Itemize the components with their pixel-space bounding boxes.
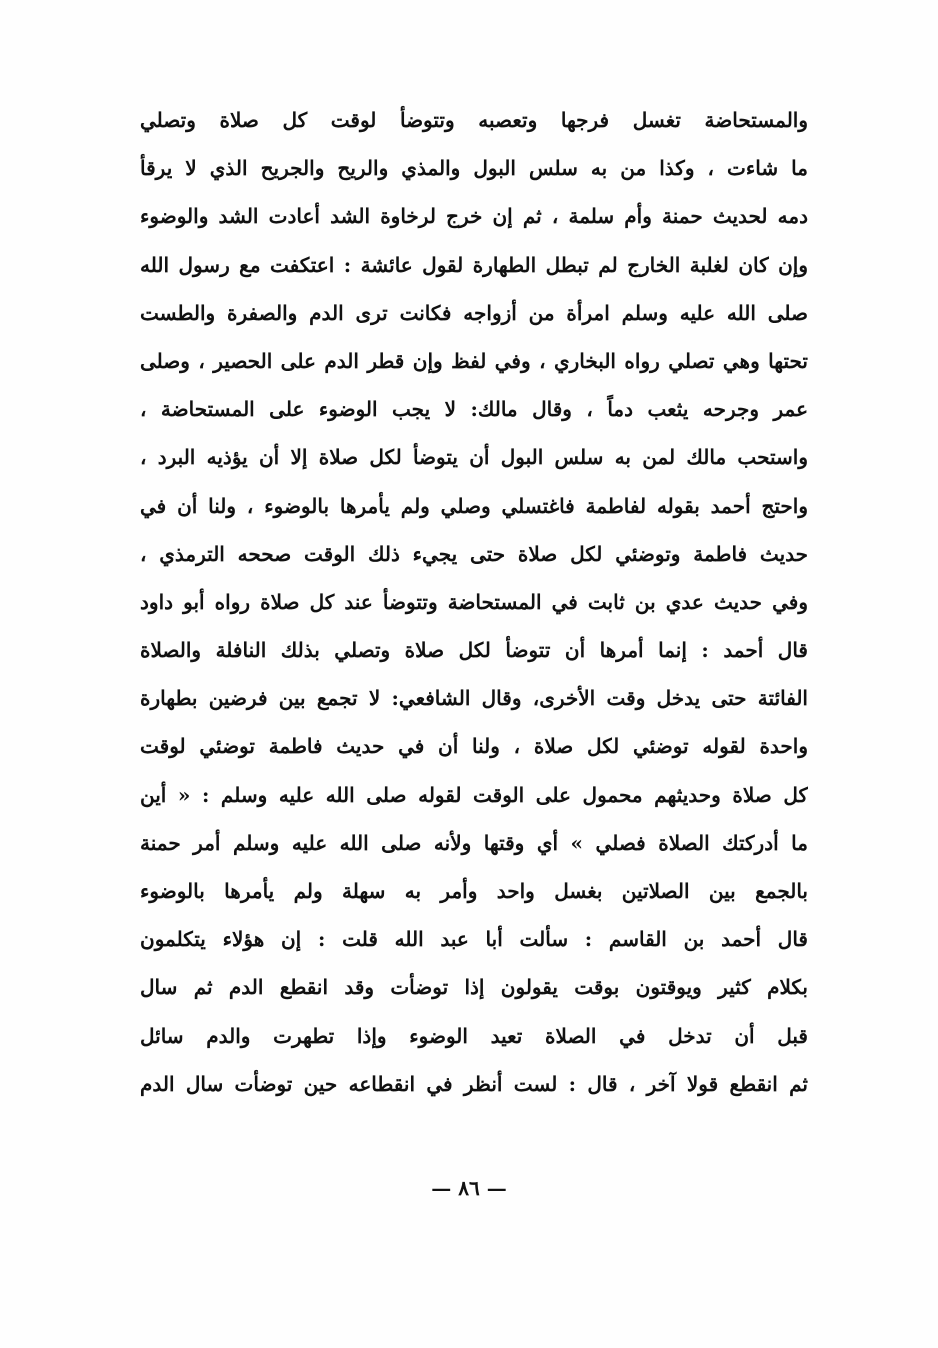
text-line: كل صلاة وحديثهم محمول على الوقت لقوله صلى الله عليه وسلم : « أين [140, 782, 808, 807]
body-text [140, 96, 808, 1108]
text-line: الفائتة حتى يدخل وقت الأخرى، وقال الشافعي: لا تجمع بين فرضين بطهارة [140, 686, 808, 711]
text-line: ثم انقطع قولا آخر ، قال : لست أنظر في انقطاعه حين توضأت سال الدم [140, 1071, 808, 1096]
text-line: والمستحاضة تغسل فرجها وتعصبه وتتوضأ لوقت كل صلاة وتصلي [140, 108, 808, 132]
text-line: بكلام كثير ويوقتون بوقت يقولون إذا توضأت وقد انقطع الدم ثم سال [140, 975, 808, 1000]
text-line: واحدة لقوله توضئي لكل صلاة ، ولنا أن في حديث فاطمة توضئي لوقت [140, 734, 808, 759]
text-line: ما أدركتك الصلاة فصلي » أي وقتها ولأنه صلى الله عليه وسلم أمر حمنة [140, 830, 808, 855]
text-line: قال أحمد : إنما أمرها أن تتوضأ لكل صلاة وتصلي بذلك النافلة والصلاة [140, 638, 808, 663]
text-line: دمه لحديث حمنة وأم سلمة ، ثم إن خرج لرخاوة الشد أعادت الشد والوضوء [140, 204, 808, 229]
text-line: واستحب مالك لمن به سلس البول أن يتوضأ لكل صلاة إلا أن يؤذيه البرد ، [140, 445, 808, 470]
page-number: — ٨٦ — [431, 1176, 507, 1200]
text-line: بالجمع بين الصلاتين بغسل واحد وأمر به سهلة ولم يأمرها بالوضوء [140, 879, 808, 903]
text-line: قال أحمد بن القاسم : سألت أبا عبد الله قلت : إن هؤلاء يتكلمون [140, 927, 808, 952]
text-line: حديث فاطمة وتوضئي لكل صلاة حتى يجيء ذلك الوقت صححه الترمذي ، [140, 541, 808, 566]
text-line: قبل أن تدخل في الصلاة تعيد الوضوء وإذا تطهرت والدم سائل [140, 1023, 808, 1048]
text-line: عمر وجرحه يثعب دماً ، وقال مالك: لا يجب الوضوء على المستحاضة ، [140, 397, 808, 422]
text-line: وفي حديث عدي بن ثابت في المستحاضة وتتوضأ عند كل صلاة رواه أبو داود [140, 589, 808, 614]
text-line: ما شاءت ، وكذا من به سلس البول والمذي والريح والجريح الذي لا يرقأ [140, 156, 808, 181]
text-line: واحتج أحمد بقوله لفاطمة فاغتسلي وصلي ولم يأمرها بالوضوء ، ولنا أن في [140, 493, 808, 518]
text-line: تحتها وهي تصلي رواه البخاري ، وفي لفظ وإن قطر الدم على الحصير ، وصلى [140, 348, 808, 373]
text-line: صلى الله عليه وسلم امرأة من أزواجه فكانت ترى الدم والصفرة والطست [140, 300, 808, 325]
text-line: وإن كان لغلبة الخارج لم تبطل الطهارة لقول عائشة : اعتكفت مع رسول الله [140, 252, 808, 277]
